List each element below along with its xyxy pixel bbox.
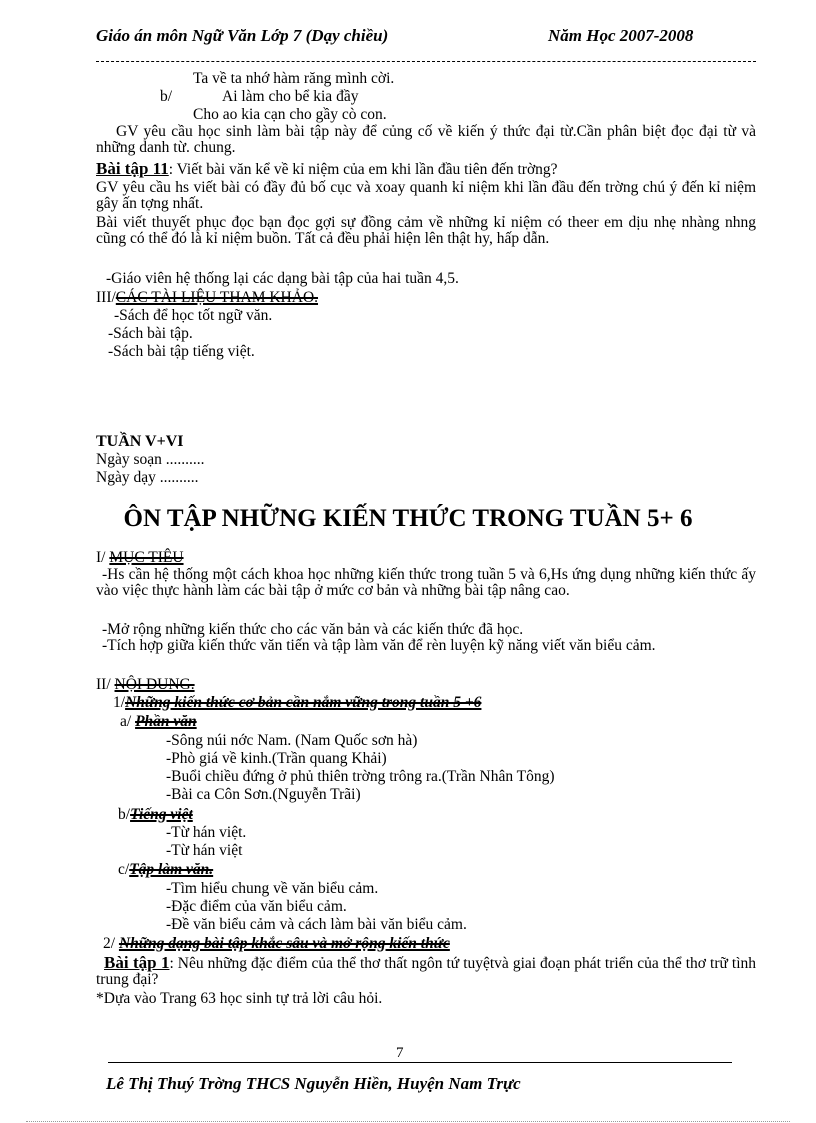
teach-date: Ngày dạy .......... [96, 469, 199, 486]
reference-item: -Sách bài tập tiếng việt. [108, 343, 255, 360]
exercise-1-hint: *Dựa vào Trang 63 học sinh tự trả lời câu hỏi. [96, 990, 383, 1007]
exercise-1-text: : Nêu những đặc điểm của thể thơ thất ngôn tứ tuyệtvà giai đoạn phát triển của thể thơ trữ tình trung đại? [96, 955, 756, 988]
poem-line-3: Cho ao kia cạn cho gầy cò con. [193, 106, 387, 123]
objective-1: -Hs cần hệ thống một cách khoa học những kiến thức trong tuần 5 và 6,Hs ứng dụng những kiến thức ấy vào việc thực hành làm các bài tập ở mức cơ bản và những bài tập nâng cao. [96, 566, 756, 599]
header-left: Giáo án môn Ngữ Văn Lớp 7 (Dạy chiều) [96, 26, 389, 45]
subsection-1-heading [113, 694, 481, 712]
page-bottom-edge [26, 1121, 790, 1122]
exercise-1-label: Bài tập 1 [104, 953, 170, 972]
main-title: ÔN TẬP NHỮNG KIẾN THỨC TRONG TUẦN 5+ 6 [123, 505, 693, 532]
week-label: TUẦN V+VI [96, 433, 184, 450]
footer-text: Lê Thị Thuý Trờng THCS Nguyễn Hiền, Huyện Nam Trực [106, 1074, 521, 1093]
section-1-num: I/ [96, 549, 106, 566]
vietnamese-item: -Từ hán việt [166, 842, 243, 859]
objective-3: -Tích hợp giữa kiến thức văn tiến và tập làm văn để rèn luyện kỹ năng viết văn biểu cảm. [102, 637, 656, 654]
subsection-2-num: 2/ [103, 935, 116, 952]
section-2-title: NỘI DUNG. [114, 676, 195, 693]
part-b-title: Tiếng việt [130, 806, 193, 823]
objective-2: -Mở rộng những kiến thức cho các văn bản và các kiến thức đã học. [102, 621, 524, 638]
part-a-title: Phần văn [135, 713, 197, 730]
vietnamese-item: -Từ hán việt. [166, 824, 247, 841]
poem-b-label: b/ [160, 88, 173, 105]
exercise-11-text: : Viết bài văn kể về kỉ niệm của em khi lần đầu tiên đến trờng? [168, 161, 558, 178]
exercise-11-label: Bài tập 11 [96, 159, 169, 178]
section-1-title: MỤC TIÊU [109, 549, 184, 566]
part-a-label: a/ [120, 713, 132, 730]
part-b-label: b/ [118, 806, 131, 823]
literature-item: -Sông núi nớc Nam. (Nam Quốc sơn hà) [166, 732, 418, 749]
header-right: Năm Học 2007-2008 [548, 26, 694, 45]
part-b-heading [118, 806, 193, 824]
literature-item: -Buổi chiều đứng ở phủ thiên trờng trông ra.(Trần Nhân Tông) [166, 768, 555, 785]
prepare-date: Ngày soạn .......... [96, 451, 205, 468]
section-2-heading [96, 676, 195, 694]
section-3-num: III/ [96, 289, 116, 306]
page-number: 7 [396, 1045, 404, 1061]
header-divider [96, 61, 756, 62]
section-1-heading [96, 549, 184, 567]
section-3-heading [96, 289, 318, 307]
section-3-title: CÁC TÀI LIỆU THAM KHẢO. [115, 289, 319, 306]
subsection-1-title: Những kiến thức cơ bản cần nắm vững trong tuần 5 +6 [125, 694, 482, 711]
composition-item: -Đặc điểm của văn biểu cảm. [166, 898, 347, 915]
part-a-heading [120, 713, 197, 731]
gv-note-1: GV yêu cầu học sinh làm bài tập này để củng cố về kiến ý thức đại từ.Cần phân biệt đọc đại từ và những danh từ. chung. [96, 123, 756, 156]
gv-note-2: GV yêu cầu hs viết bài có đầy đủ bố cục và xoay quanh kỉ niệm khi lần đầu đến trờng chú ý đến kỉ niệm gây ấn tợng nhất. [96, 179, 756, 212]
composition-item: -Tìm hiểu chung về văn biểu cảm. [166, 880, 379, 897]
subsection-2-heading [103, 935, 450, 953]
part-c-label: c/ [118, 861, 130, 878]
poem-line-2: Ai làm cho bể kia đầy [222, 88, 359, 105]
literature-item: -Phò giá về kinh.(Trần quang Khải) [166, 750, 387, 767]
reference-item: -Sách để học tốt ngữ văn. [114, 307, 273, 324]
literature-item: -Bài ca Côn Sơn.(Nguyễn Trãi) [166, 786, 361, 803]
system-note: -Giáo viên hệ thống lại các dạng bài tập của hai tuần 4,5. [106, 270, 459, 287]
section-2-num: II/ [96, 676, 111, 693]
part-c-title: Tập làm văn. [129, 861, 214, 878]
reference-item: -Sách bài tập. [108, 325, 193, 342]
poem-line-1: Ta về ta nhớ hàm răng mình cời. [193, 70, 395, 87]
subsection-1-num: 1/ [113, 694, 126, 711]
exercise-1 [96, 955, 756, 988]
subsection-2-title: Những dạng bài tập khắc sâu và mở rộng kiến thức [118, 935, 450, 952]
composition-item: -Đề văn biểu cảm và cách làm bài văn biểu cảm. [166, 916, 467, 933]
exercise-11 [96, 160, 558, 179]
footer-divider [108, 1062, 732, 1063]
part-c-heading [118, 861, 213, 879]
essay-note: Bài viết thuyết phục đọc bạn đọc gợi sự đồng cảm về những kỉ niệm có theer em dịu nhẹ nhàng nhng cũng có thể đó là kỉ niệm buồn. Tất cả đều phải hiện lên thật hy, hấp dẫn. [96, 214, 756, 247]
